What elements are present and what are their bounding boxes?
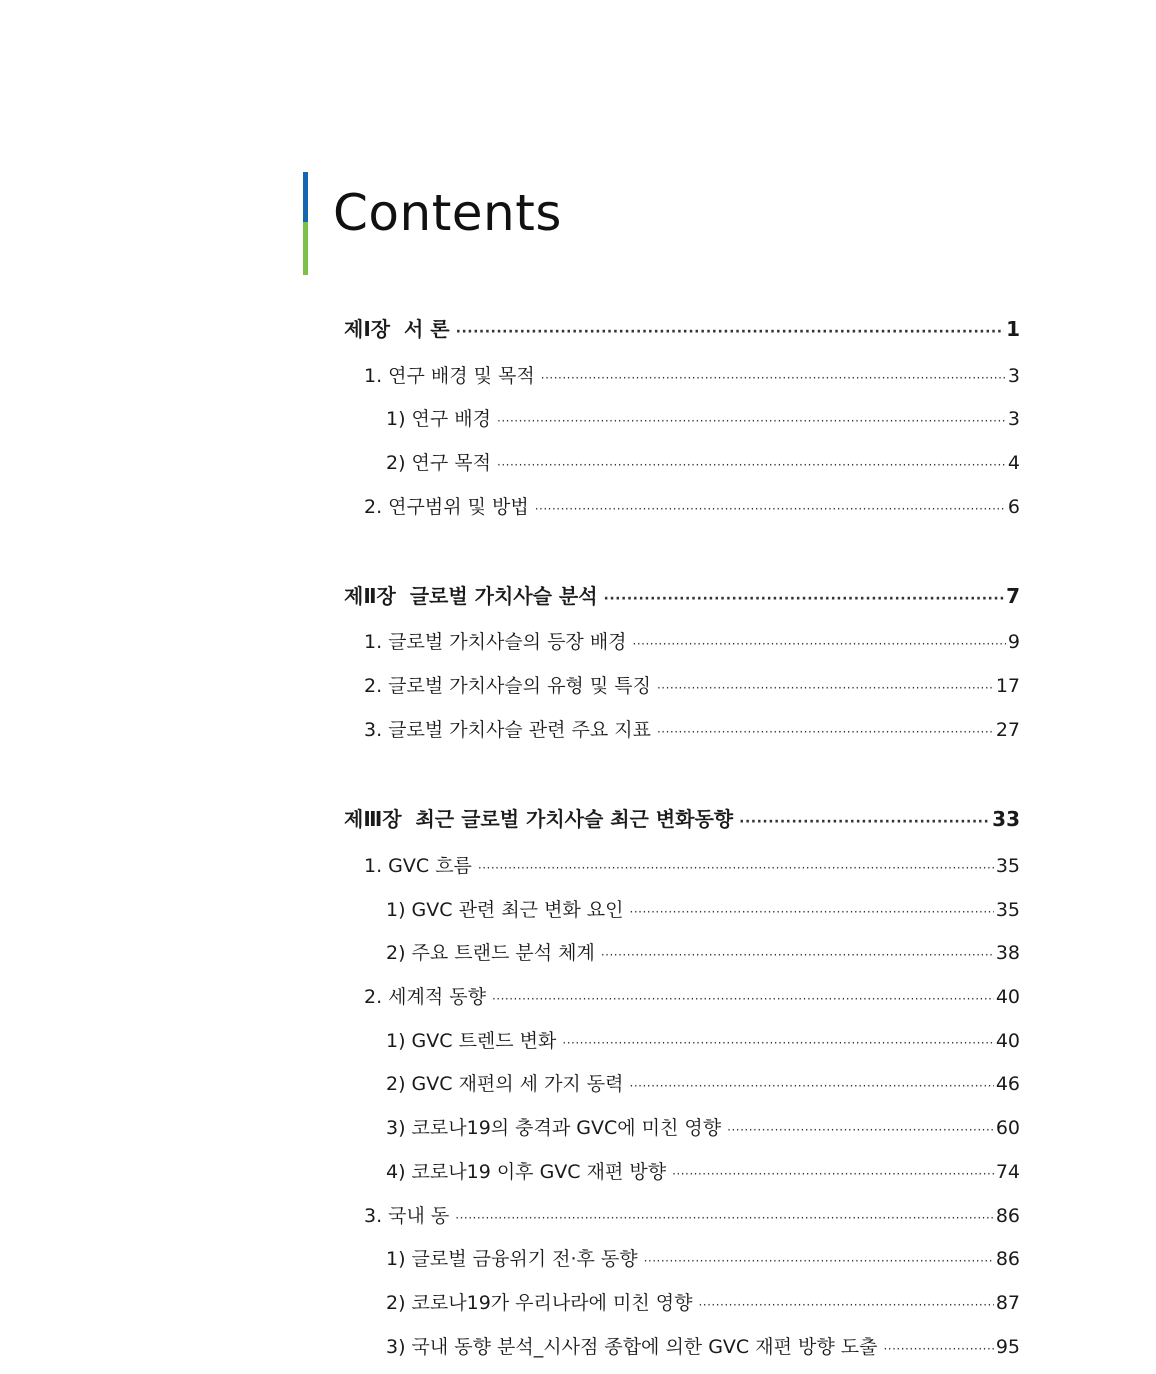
toc-subsection-entry[interactable]: [386, 1244, 1020, 1274]
toc-chapter-entry[interactable]: [344, 581, 1020, 611]
toc-entry-label: 1) 연구 배경: [386, 408, 491, 430]
toc-entry-label: 2. 글로벌 가치사슬의 유형 및 특징: [364, 675, 651, 697]
toc-page-number: 86: [995, 1205, 1020, 1227]
toc-page-number: 60: [995, 1117, 1020, 1139]
toc-section-entry[interactable]: [364, 627, 1020, 657]
toc-page-number: 4: [1007, 452, 1020, 474]
toc-subsection-entry[interactable]: [386, 1026, 1020, 1056]
toc-leader-dots: [672, 1159, 994, 1189]
toc-page-number: 17: [995, 675, 1020, 697]
toc-leader-dots: [601, 940, 994, 970]
toc-entry-label: 2. 연구범위 및 방법: [364, 496, 529, 518]
toc-section-entry[interactable]: [364, 715, 1020, 745]
toc-page-number: 6: [1007, 496, 1020, 518]
toc-entry-label: 2. 세계적 동향: [364, 986, 486, 1008]
toc-page-number: 35: [995, 855, 1020, 877]
toc-leader-dots: [497, 450, 1006, 480]
toc-entry-label: 2) 코로나19가 우리나라에 미친 영향: [386, 1292, 693, 1314]
toc-leader-dots: [492, 984, 994, 1014]
toc-leader-dots: [478, 853, 994, 883]
toc-subsection-entry[interactable]: [386, 1113, 1020, 1143]
toc-section-entry[interactable]: [364, 361, 1020, 391]
toc-page-number: 1: [1006, 317, 1020, 341]
toc-section-entry[interactable]: [364, 1201, 1020, 1231]
toc-chapter-entry[interactable]: [344, 804, 1020, 834]
toc-entry-label: 4) 코로나19 이후 GVC 재편 방향: [386, 1161, 667, 1183]
toc-entry-label: 1) 글로벌 금융위기 전·후 동향: [386, 1248, 638, 1270]
toc-entry-label: 1) GVC 트렌드 변화: [386, 1030, 557, 1052]
toc-page-number: 46: [995, 1073, 1020, 1095]
toc-page-number: 86: [995, 1248, 1020, 1270]
toc-entry-label: 1) GVC 관련 최근 변화 요인: [386, 899, 624, 921]
toc-page-number: 40: [995, 1030, 1020, 1052]
toc-chapter-entry[interactable]: [344, 314, 1020, 344]
toc-subsection-entry[interactable]: [386, 895, 1020, 925]
toc-leader-dots: [644, 1246, 994, 1276]
toc-page-number: 33: [992, 807, 1020, 831]
toc-subsection-entry[interactable]: [386, 1157, 1020, 1187]
toc-leader-dots: [698, 1290, 993, 1320]
toc-page-number: 38: [995, 942, 1020, 964]
toc-page-number: 3: [1007, 408, 1020, 430]
toc-leader-dots: [535, 494, 1006, 524]
toc-page-number: 27: [995, 719, 1020, 741]
toc-page-number: 95: [995, 1336, 1020, 1358]
toc-leader-dots: [630, 897, 994, 927]
toc-leader-dots: [541, 363, 1006, 393]
toc-leader-dots: [727, 1115, 994, 1145]
toc-leader-dots: [562, 1028, 993, 1058]
page-title: Contents: [333, 184, 562, 242]
toc-subsection-entry[interactable]: [386, 938, 1020, 968]
toc-leader-dots: [883, 1334, 993, 1364]
toc-entry-label: 1. 연구 배경 및 목적: [364, 365, 535, 387]
toc-leader-dots: [497, 406, 1006, 436]
toc-leader-dots: [604, 584, 1005, 614]
toc-page-number: 87: [995, 1292, 1020, 1314]
toc-entry-label: 1. 글로벌 가치사슬의 등장 배경: [364, 631, 627, 653]
toc-subsection-entry[interactable]: [386, 1288, 1020, 1318]
toc-page-number: 35: [995, 899, 1020, 921]
toc-entry-label: 3) 코로나19의 충격과 GVC에 미친 영향: [386, 1117, 722, 1139]
toc-leader-dots: [657, 673, 994, 703]
toc-section-entry[interactable]: [364, 671, 1020, 701]
toc-entry-label: 2) 연구 목적: [386, 452, 491, 474]
toc-leader-dots: [739, 807, 990, 837]
toc-subsection-entry[interactable]: [386, 1069, 1020, 1099]
toc-leader-dots: [456, 317, 1004, 347]
toc-entry-label: 3. 글로벌 가치사슬 관련 주요 지표: [364, 719, 651, 741]
toc-subsection-entry[interactable]: [386, 1332, 1020, 1362]
toc-page-number: 7: [1006, 584, 1020, 608]
toc-page-number: 9: [1007, 631, 1020, 653]
toc-page-number: 74: [995, 1161, 1020, 1183]
toc-leader-dots: [633, 629, 1006, 659]
toc-section-entry[interactable]: [364, 851, 1020, 881]
toc-page-number: 3: [1007, 365, 1020, 387]
toc-entry-label: 제Ⅱ장 글로벌 가치사슬 분석: [344, 584, 598, 608]
toc-entry-label: 2) 주요 트랜드 분석 체계: [386, 942, 595, 964]
toc-entry-label: 제Ⅲ장 최근 글로벌 가치사슬 최근 변화동향: [344, 807, 734, 831]
toc-subsection-entry[interactable]: [386, 448, 1020, 478]
toc-entry-label: 3) 국내 동향 분석_시사점 종합에 의한 GVC 재편 방향 도출: [386, 1336, 878, 1358]
toc-leader-dots: [630, 1071, 994, 1101]
toc-entry-label: 3. 국내 동: [364, 1205, 450, 1227]
toc-entry-label: 1. GVC 흐름: [364, 855, 472, 877]
toc-section-entry[interactable]: [364, 982, 1020, 1012]
toc-leader-dots: [455, 1203, 994, 1233]
toc-section-entry[interactable]: [364, 492, 1020, 522]
toc-leader-dots: [657, 717, 994, 747]
toc-entry-label: 제Ⅰ장 서 론: [344, 317, 450, 341]
toc-subsection-entry[interactable]: [386, 404, 1020, 434]
toc-entry-label: 2) GVC 재편의 세 가지 동력: [386, 1073, 624, 1095]
toc-page-number: 40: [995, 986, 1020, 1008]
